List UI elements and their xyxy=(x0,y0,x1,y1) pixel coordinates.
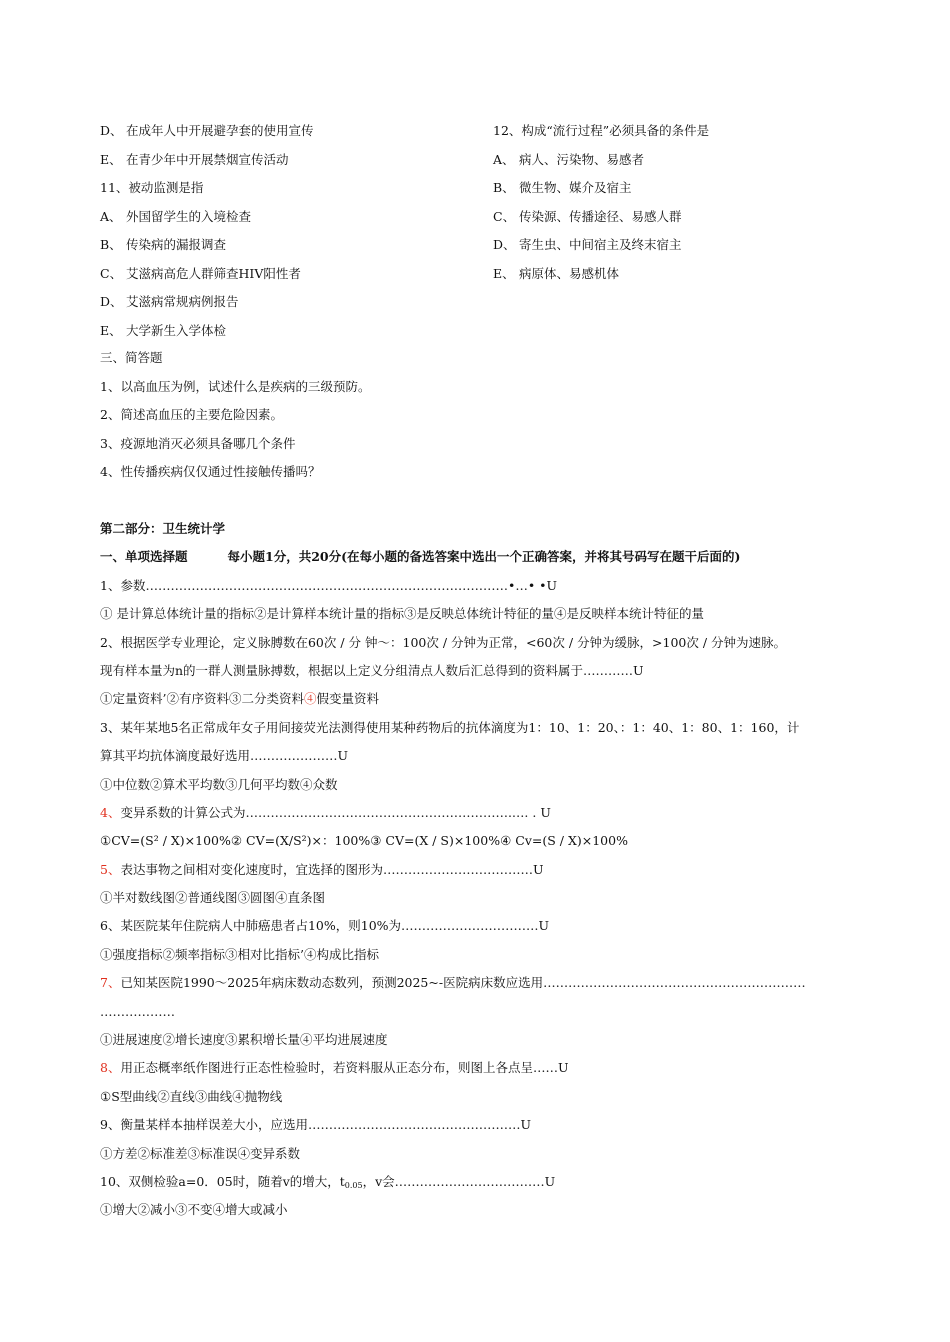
question-text: 表达事物之间相对变化速度时，宜选择的图形为………………………………U xyxy=(120,861,544,877)
option-text: 在成年人中开展避孕套的使用宣传 xyxy=(126,123,314,138)
question-text: 用正态概率纸作图进行正态性检验时，若资料服从正态分布，则图上各点呈……U xyxy=(120,1060,569,1076)
option-prefix: C、 xyxy=(100,265,123,281)
option-prefix: E、 xyxy=(100,322,122,338)
question-2-options xyxy=(100,689,860,717)
option-prefix: E、 xyxy=(493,265,515,281)
right-column xyxy=(493,121,853,292)
question-7-continuation: ……………… xyxy=(100,1003,175,1019)
option-prefix: D、 xyxy=(100,123,123,138)
option-prefix: C、 xyxy=(493,208,516,224)
option-text: 病原体、易感机体 xyxy=(519,265,620,281)
option-line xyxy=(493,264,853,293)
option-line xyxy=(100,292,480,321)
highlighted-option-number: ④ xyxy=(303,691,317,707)
section-heading xyxy=(100,547,860,575)
subscript: 0.05 xyxy=(344,1180,363,1190)
option-prefix: B、 xyxy=(493,180,515,195)
question-5 xyxy=(100,860,860,888)
part2-section xyxy=(100,519,860,1229)
question-10-options: ①增大②减小③不变④增大或减小 xyxy=(100,1202,288,1218)
option-text: ①定量资料’②有序资料③二分类资料 xyxy=(100,691,304,707)
question-2-line2: 现有样本量为n的一群人测量脉搏数，根据以上定义分组清点人数后汇总得到的资料属于…………U xyxy=(100,662,644,678)
question-3-line1: 3、某年某地5名正常成年女子用间接荧光法测得使用某种药物后的抗体滴度为1：10、1：20、：1：40、1：80、1：160，计 xyxy=(100,719,800,735)
question-8-options: ①S型曲线②直线③曲线④抛物线 xyxy=(100,1088,283,1104)
option-text: 寄生虫、中间宿主及终末宿主 xyxy=(519,237,682,252)
section-heading: 三、简答题 xyxy=(100,350,163,365)
option-line xyxy=(100,235,480,264)
option-prefix: A、 xyxy=(100,208,122,224)
question-line xyxy=(100,178,480,207)
option-line xyxy=(100,321,480,350)
left-column xyxy=(100,121,480,349)
option-line xyxy=(493,207,853,236)
option-text: 病人、污染物、易感者 xyxy=(519,151,645,167)
short-answer-question: 3、疫源地消灭必须具备哪几个条件 xyxy=(100,435,296,451)
option-prefix: A、 xyxy=(493,151,515,167)
question-5-options: ①半对数线图②普通线图③圆图④直条图 xyxy=(100,890,326,906)
option-text: 假变量资料 xyxy=(316,691,380,707)
short-answer-section xyxy=(100,348,860,491)
option-text: 在青少年中开展禁烟宣传活动 xyxy=(126,151,289,167)
short-answer-question: 1、以高血压为例，试述什么是疾病的三级预防。 xyxy=(100,378,371,394)
option-line xyxy=(100,207,480,236)
question-3-options: ①中位数②算术平均数③几何平均数④众数 xyxy=(100,776,338,792)
question-2-line1: 2、根据医学专业理论，定义脉膊数在60次 / 分 钟～：100次 / 分钟为正常，<60次 / 分钟为缓脉，>100次 / 分钟为速脉。 xyxy=(100,634,787,650)
question-number: 7、 xyxy=(100,975,121,991)
option-prefix: D、 xyxy=(100,294,123,309)
question-text: 10、双侧检验a=0．05时，随着v的增大，t xyxy=(100,1173,345,1189)
short-answer-question: 4、性传播疾病仅仅通过性接触传播吗？ xyxy=(100,464,321,479)
question-text: 变异系数的计算公式为……………………………………………………….…. . U xyxy=(120,804,551,820)
question-4-options: ①CV=(S² / X)×100%② CV=(X/S²)×：100%③ CV=(X / S)×100%④ Cv=(S / X)×100% xyxy=(100,833,628,849)
option-line xyxy=(100,121,480,150)
option-prefix: B、 xyxy=(100,237,122,252)
question-3-line2: 算其平均抗体滴度最好选用…………………U xyxy=(100,748,349,764)
option-line xyxy=(493,178,853,207)
question-6-options: ①强度指标②频率指标③相对比指标’④构成比指标 xyxy=(100,946,379,962)
option-text: 外国留学生的入境检查 xyxy=(126,208,252,224)
question-line xyxy=(493,121,853,150)
question-8 xyxy=(100,1058,860,1086)
question-9-options: ①方差②标准差③标准误④变异系数 xyxy=(100,1145,301,1161)
question-text: 已知某医院1990～2025年病床数动态数列，预测2025~-医院病床数应选用……………………………………………………… xyxy=(120,975,806,991)
question-1: 1、参数……………………………………………………………………………•…• •U xyxy=(100,577,558,593)
question-7 xyxy=(100,973,860,1001)
option-text: 微生物、媒介及宿主 xyxy=(519,180,632,195)
question-text: ，v会………………………………U xyxy=(362,1173,556,1189)
option-prefix: D、 xyxy=(493,237,516,252)
section-description: 每小题1分，共20分(在每小题的备选答案中选出一个正确答案，并将其号码写在题干后面的) xyxy=(227,549,741,565)
option-text: 传染病的漏报调查 xyxy=(126,237,227,252)
question-9: 9、衡量某样本抽样误差大小，应选用……………………………………………U xyxy=(100,1117,531,1133)
question-10 xyxy=(100,1172,860,1200)
option-line xyxy=(100,150,480,179)
section-label: 一、单项选择题 xyxy=(100,549,188,565)
question-number: 5、 xyxy=(100,861,121,877)
option-text: 传染源、传播途径、易感人群 xyxy=(519,208,682,224)
option-text: 艾滋病高危人群筛查HIV阳性者 xyxy=(126,265,301,281)
question-number: 8、 xyxy=(100,1060,121,1076)
option-prefix: E、 xyxy=(100,151,122,167)
short-answer-question: 2、简述高血压的主要危险因素。 xyxy=(100,407,283,422)
part-title: 第二部分：卫生统计学 xyxy=(100,521,226,536)
question-number: 4、 xyxy=(100,804,121,820)
question-text: 12、构成“流行过程”必须具备的条件是 xyxy=(493,123,710,138)
question-text: 11、被动监测是指 xyxy=(100,180,204,195)
option-line xyxy=(100,264,480,293)
option-text: 大学新生入学体检 xyxy=(126,322,227,338)
question-7-options: ①进展速度②增长速度③累积增长量④平均进展速度 xyxy=(100,1032,388,1048)
question-4 xyxy=(100,803,860,831)
option-text: 艾滋病常规病例报告 xyxy=(126,294,239,309)
option-line xyxy=(493,150,853,179)
option-line xyxy=(493,235,853,264)
question-6: 6、某医院某年住院病人中肺癌患者占10%，则10%为……………………………U xyxy=(100,918,550,934)
question-1-options: ① 是计算总体统计量的指标②是计算样本统计量的指标③是反映总体统计特征的量④是反映样本统计特征的量 xyxy=(100,606,704,622)
